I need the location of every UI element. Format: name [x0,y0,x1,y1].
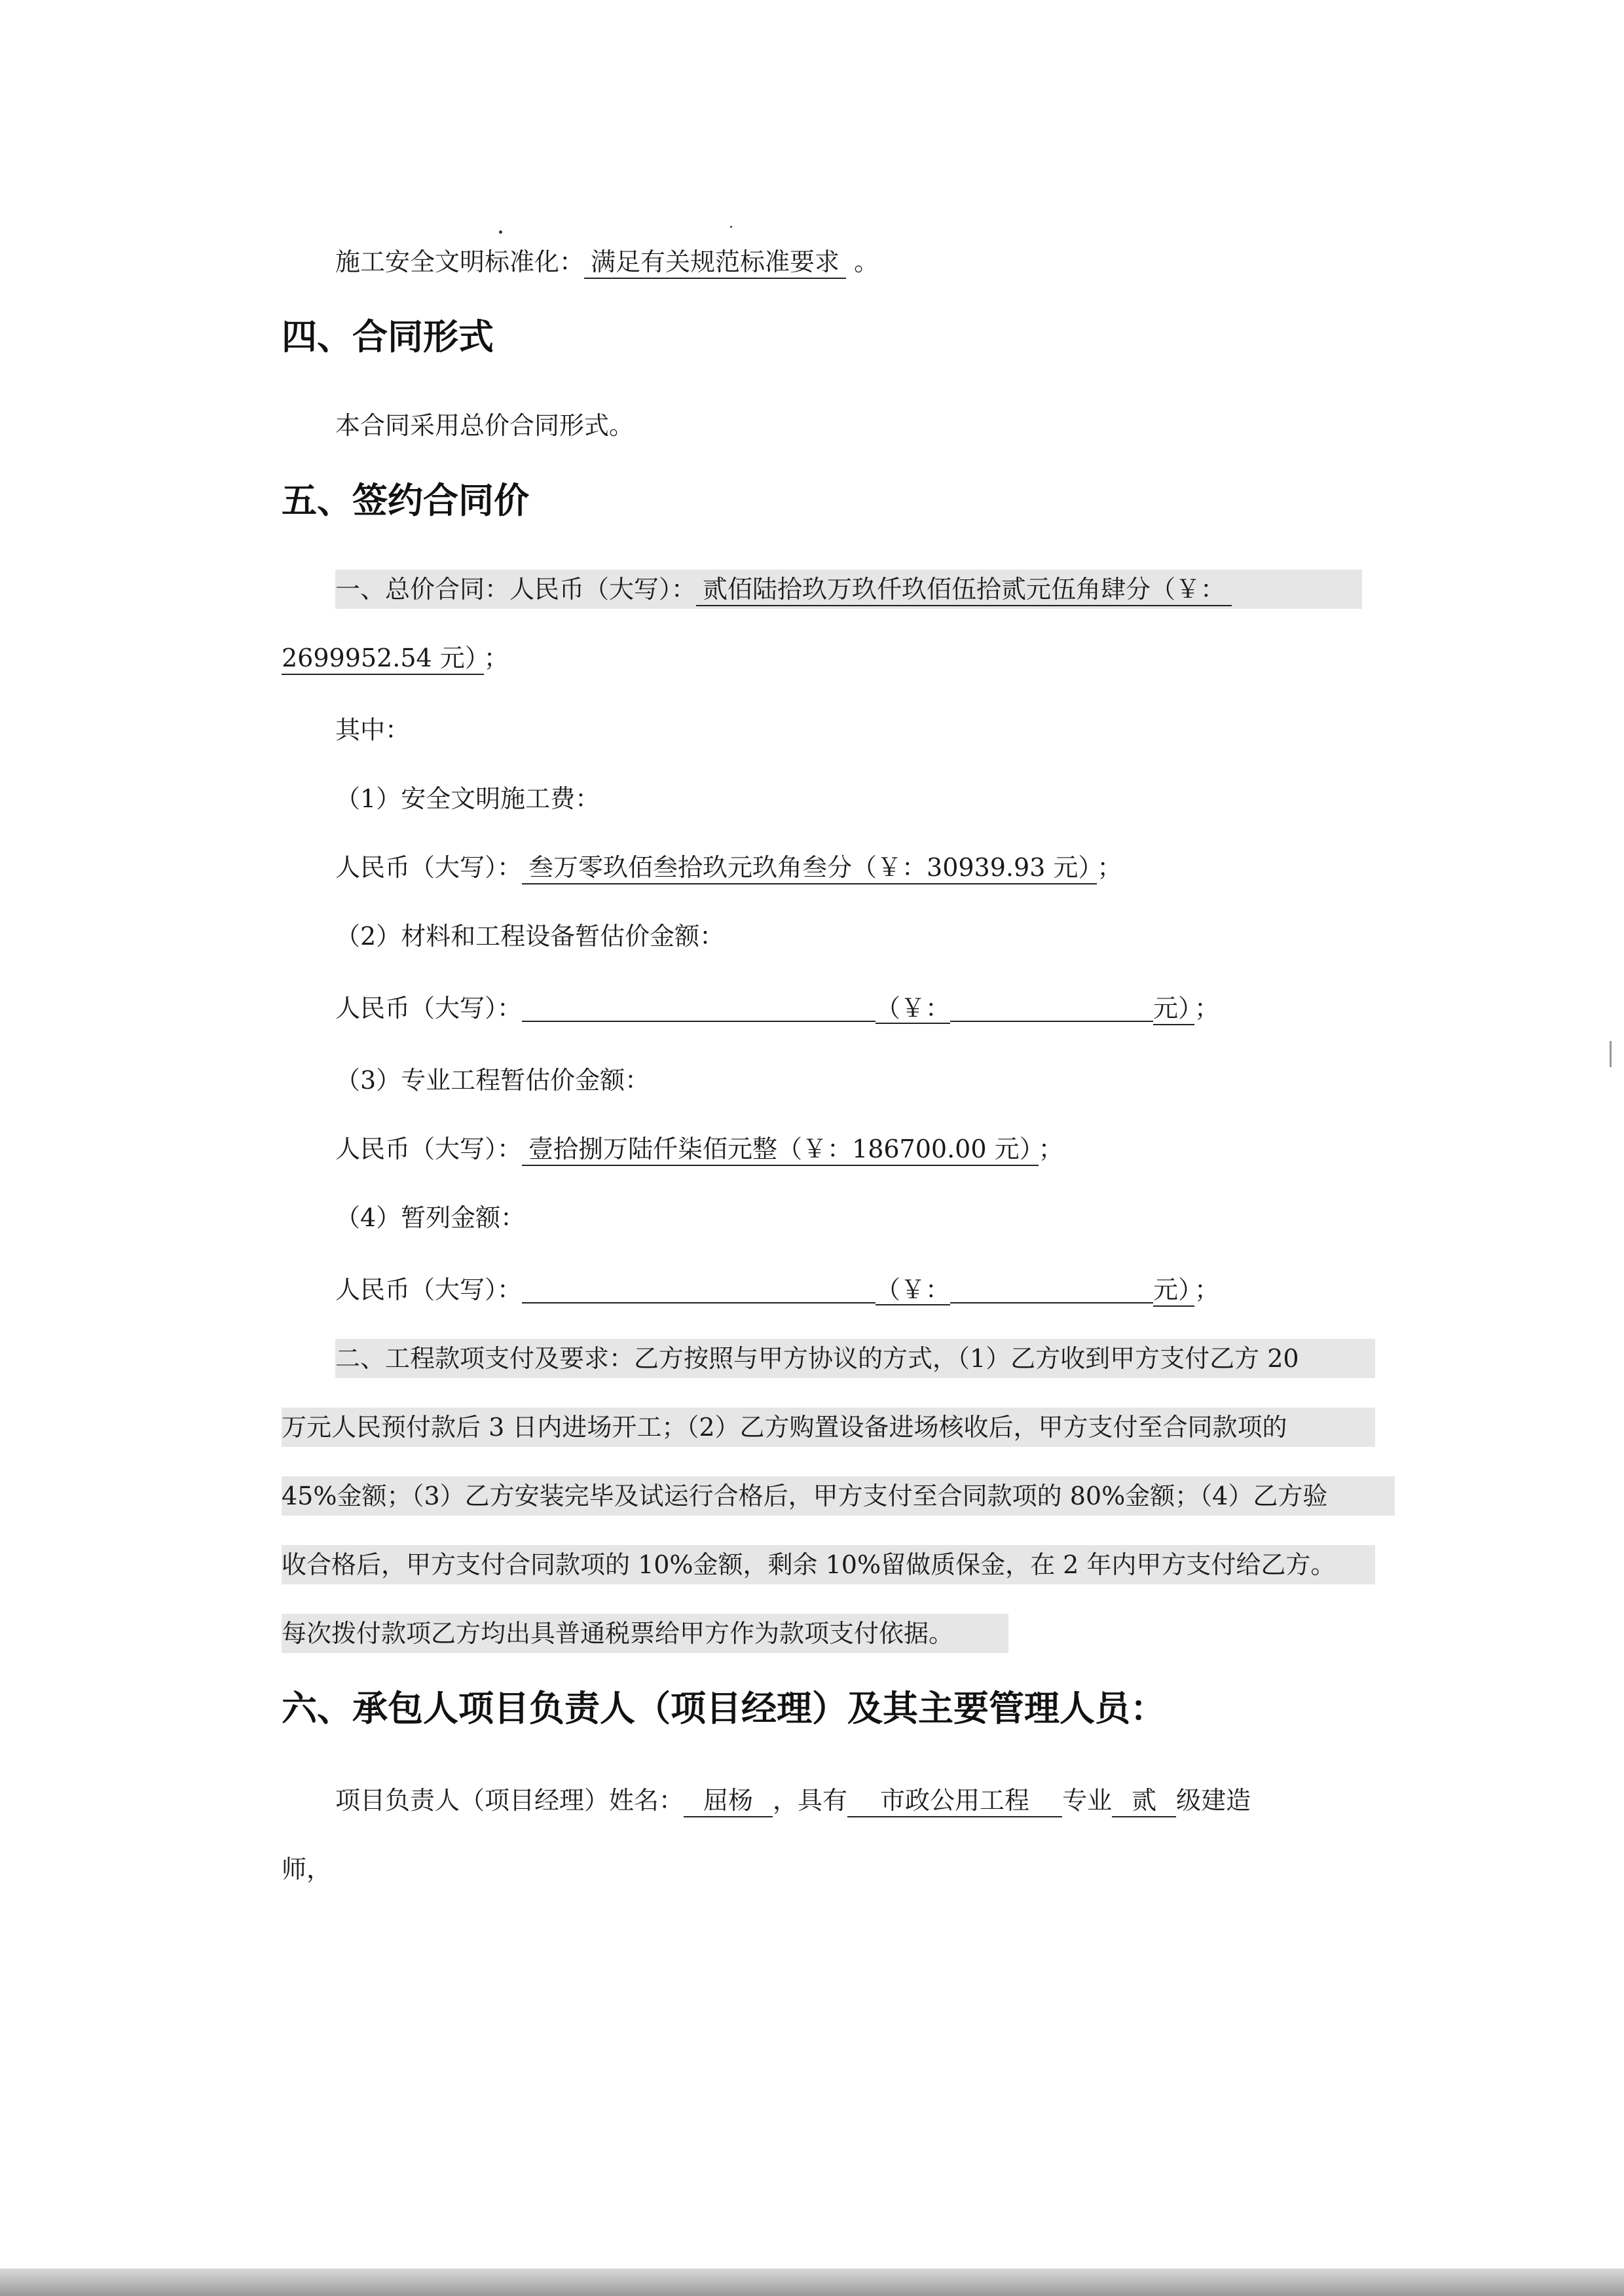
safety-standard-tail: 。 [854,247,879,276]
item2-blank-number [950,992,1153,1022]
total-price-line2 [282,638,1401,678]
scan-speck [730,226,732,228]
item1-amount-line [335,848,1401,887]
item4-blank-number [950,1273,1153,1303]
safety-standard-value: 满足有关规范标准要求 [584,247,846,279]
item2-yen: （￥： [876,994,951,1023]
scan-speck [499,230,502,234]
section5-heading: 五、签约合同价 [282,480,529,521]
payment-line-1: 二、工程款项支付及要求：乙方按照与甲方协议的方式，（1）乙方收到甲方支付乙方 20 [335,1339,1375,1378]
scan-edge-mark [1610,1041,1612,1067]
item4-amount-line [335,1270,1401,1309]
among-label: 其中： [335,716,411,744]
section4-heading: 四、合同形式 [282,316,494,357]
pm-major: 专业 [1062,1786,1113,1815]
item3-value: 壹拾捌万陆仟柒佰元整（￥：186700.00 元） [522,1135,1039,1166]
item1-tail: ； [1097,853,1122,882]
total-price-label: 一、总价合同：人民币（大写）： [335,575,697,604]
safety-standard-label: 施工安全文明标准化： [335,247,585,276]
item4-blank-words [522,1273,876,1303]
item3-prefix: 人民币（大写）： [335,1135,523,1163]
pm-name: 屈杨 [684,1786,773,1817]
item3-tail: ； [1038,1135,1063,1163]
item2-tail: ； [1194,994,1220,1023]
item4-title: （4）暂列金额： [335,1203,526,1232]
scan-bottom-edge [0,2269,1624,2296]
item1-prefix: 人民币（大写）： [335,853,523,882]
total-price-line1 [335,570,1362,609]
payment-line-5: 每次拨付款项乙方均出具普通税票给甲方作为款项支付依据。 [282,1614,1008,1653]
total-price-tail: ； [483,644,509,672]
item4-yuan: 元） [1153,1275,1194,1307]
payment-line-4: 收合格后，甲方支付合同款项的 10%金额，剩余 10%留做质保金，在 2 年内甲方支付给乙方。 [282,1545,1375,1584]
item4-prefix: 人民币（大写）： [335,1275,523,1304]
item3-title: （3）专业工程暂估价金额： [335,1066,650,1095]
pm-label: 项目负责人（项目经理）姓名： [335,1786,684,1815]
item1-value: 叁万零玖佰叁拾玖元玖角叁分（￥：30939.93 元） [522,853,1097,884]
item2-blank-words [522,992,876,1022]
total-price-value-2: 2699952.54 元） [282,644,484,675]
item1-title: （1）安全文明施工费： [335,784,600,813]
item3-amount-line [335,1129,1401,1169]
item2-yuan: 元） [1153,994,1194,1025]
section6-heading: 六、承包人项目负责人（项目经理）及其主要管理人员： [282,1688,1166,1729]
project-manager-line [335,1781,1401,1820]
safety-standard-line [335,242,1401,282]
item2-prefix: 人民币（大写）： [335,994,523,1023]
pm-discipline: 市政公用工程 [847,1786,1062,1817]
payment-line-3: 45%金额；（3）乙方安装完毕及试运行合格后，甲方支付至合同款项的 80%金额；（4）乙方验 [282,1476,1395,1516]
pm-has: ，具有 [773,1786,848,1815]
section4-text: 本合同采用总价合同形式。 [335,411,635,440]
pm-grade: 贰 [1112,1786,1176,1817]
project-manager-line2: 师， [282,1855,332,1884]
total-price-value-1: 贰佰陆拾玖万玖仟玖佰伍拾贰元伍角肆分（￥： [696,575,1232,606]
payment-line-2: 万元人民预付款后 3 日内进场开工；（2）乙方购置设备进场核收后，甲方支付至合同款项的 [282,1408,1375,1447]
item4-yen: （￥： [876,1275,951,1304]
item4-tail: ； [1194,1275,1220,1304]
item2-title: （2）材料和工程设备暂估价金额： [335,922,725,951]
item2-amount-line [335,989,1401,1028]
pm-grade-tail: 级建造 [1176,1786,1251,1815]
